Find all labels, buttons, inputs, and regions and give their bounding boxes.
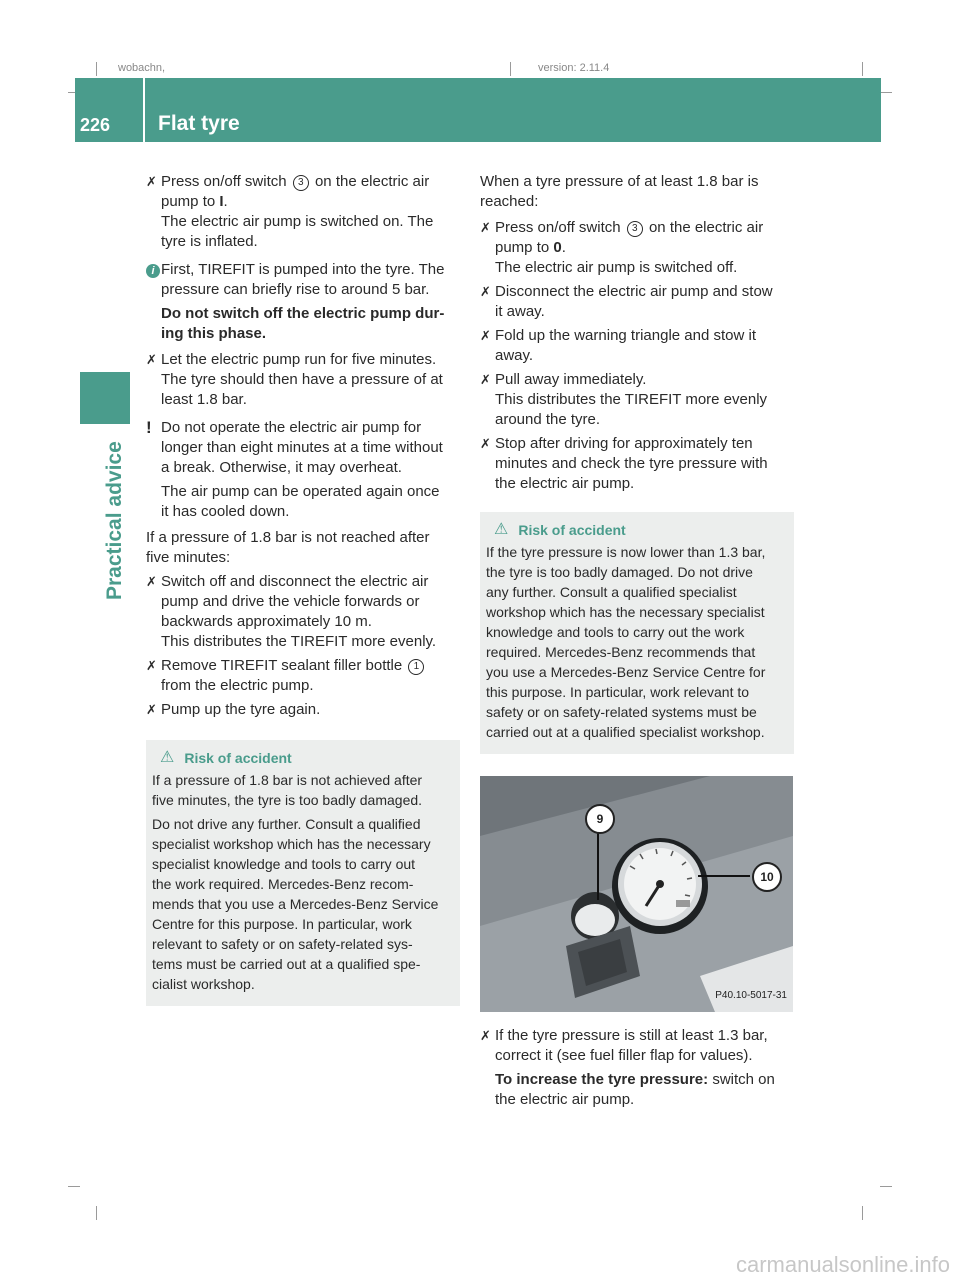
crop-mark (96, 62, 97, 76)
crop-mark (68, 1186, 80, 1187)
callout-9: 9 (585, 804, 615, 834)
page-title: Flat tyre (158, 112, 240, 135)
warning-box: ⚠ Risk of accident If a pressure of 1.8 bar is not achieved after five minutes, the tyre is too badly damaged. Do not drive any further. Consult a qualified specialist workshop which has the necessary specialist knowledge and tools to carry out the work required. Mercedes-Benz recom- mends that you use a Mercedes-Benz Service Centre for this purpose. In particular, work relevant to safety or on safety-related sys- tems must be carried out at a qualified spe- cialist workshop. (146, 740, 460, 1006)
step-item: ✗ Press on/off switch 3 on the electric air pump to 0. The electric air pump is switched off. (480, 219, 764, 276)
crop-mark (510, 62, 511, 76)
paragraph: When a tyre pressure of at least 1.8 bar is reached: (480, 173, 759, 210)
step-item: ✗ Pull away immediately. This distributes the TIREFIT more evenly around the tyre. (480, 371, 768, 428)
crop-mark (862, 1206, 863, 1220)
warning-title: Risk of accident (518, 522, 626, 538)
step-item: ✗ Let the electric pump run for five minutes. The tyre should then have a pressure of at least 1.8 bar. (146, 351, 443, 408)
right-column (480, 172, 794, 1114)
warning-triangle-icon: ⚠ (494, 521, 509, 538)
exclamation-icon: ! (146, 418, 152, 437)
side-tab (80, 372, 130, 424)
paragraph: If a pressure of 1.8 bar is not reached after five minutes: (146, 529, 430, 566)
callout-number: 1 (408, 659, 424, 675)
info-icon: i (146, 264, 160, 278)
warning-triangle-icon: ⚠ (160, 749, 175, 766)
callout-number: 3 (627, 221, 643, 237)
step-arrow-icon: ✗ (480, 284, 491, 299)
step-arrow-icon: ✗ (480, 436, 491, 451)
crop-mark (880, 92, 892, 93)
page-number: 226 (80, 115, 111, 135)
step-arrow-icon: ✗ (480, 328, 491, 343)
step-item: ✗ Fold up the warning triangle and stow it away. (480, 327, 756, 364)
crop-mark (862, 62, 863, 76)
watermark: carmanualsonline.info (735, 1252, 950, 1277)
step-item: ✗ Stop after driving for approximately ten minutes and check the tyre pressure with the electric air pump. (480, 435, 768, 492)
left-column (146, 172, 460, 1006)
info-note: i First, TIREFIT is pumped into the tyre. The pressure can briefly rise to around 5 bar. Do not switch off the electric pump dur- ing this phase. (146, 260, 460, 344)
step-arrow-icon: ✗ (480, 1028, 491, 1043)
step-item: ✗ Pump up the tyre again. (146, 701, 321, 718)
step-item: ✗ Press on/off switch 3 on the electric air pump to I. The electric air pump is switched on. The tyre is inflated. (146, 173, 434, 250)
top-slug-right: version: 2.11.4 (538, 62, 610, 74)
step-arrow-icon: ✗ (146, 574, 157, 589)
pump-gauge-photo (480, 776, 793, 1012)
photo-caption: P40.10-5017-31 (715, 990, 787, 1001)
caution-note: ! Do not operate the electric air pump for longer than eight minutes at a time without a break. Otherwise, it may overheat. The air pump can be operated again once it has cooled down. (146, 418, 443, 520)
step-arrow-icon: ✗ (146, 174, 157, 189)
pump-illustration (480, 776, 793, 1012)
crop-mark (880, 1186, 892, 1187)
step-arrow-icon: ✗ (480, 372, 491, 387)
step-arrow-icon: ✗ (480, 220, 491, 235)
step-arrow-icon: ✗ (146, 352, 157, 367)
section-side-label: Practical advice (103, 441, 126, 600)
step-item: ✗ Remove TIREFIT sealant filler bottle 1 from the electric pump. (146, 656, 460, 696)
callout-10: 10 (752, 862, 782, 892)
callout-number: 3 (293, 175, 309, 191)
header-separator (143, 78, 145, 142)
step-item: ✗ Disconnect the electric air pump and stow it away. (480, 283, 773, 320)
warning-box: ⚠ Risk of accident If the tyre pressure is now lower than 1.3 bar, the tyre is too badly damaged. Do not drive any further. Consult a qualified specialist workshop which has the necessary specialist knowledge and tools to carry out the work required. Mercedes-Benz recommends that you use a Mercedes-Benz Service Centre for this purpose. In particular, work relevant to safety or on safety-related systems must be carried out at a qualified specialist workshop. (480, 512, 794, 754)
top-slug-left: wobachn, (118, 62, 166, 74)
warning-title: Risk of accident (184, 750, 292, 766)
step-item: ✗ Switch off and disconnect the electric air pump and drive the vehicle forwards or backwards approximately 10 m. This distributes the TIREFIT more evenly. (146, 573, 437, 650)
step-item: ✗ If the tyre pressure is still at least 1.3 bar, correct it (see fuel filler flap for values). To increase the tyre pressure: switch on the electric air pump. (480, 1027, 775, 1108)
crop-mark (96, 1206, 97, 1220)
step-arrow-icon: ✗ (146, 658, 157, 673)
step-arrow-icon: ✗ (146, 702, 157, 717)
